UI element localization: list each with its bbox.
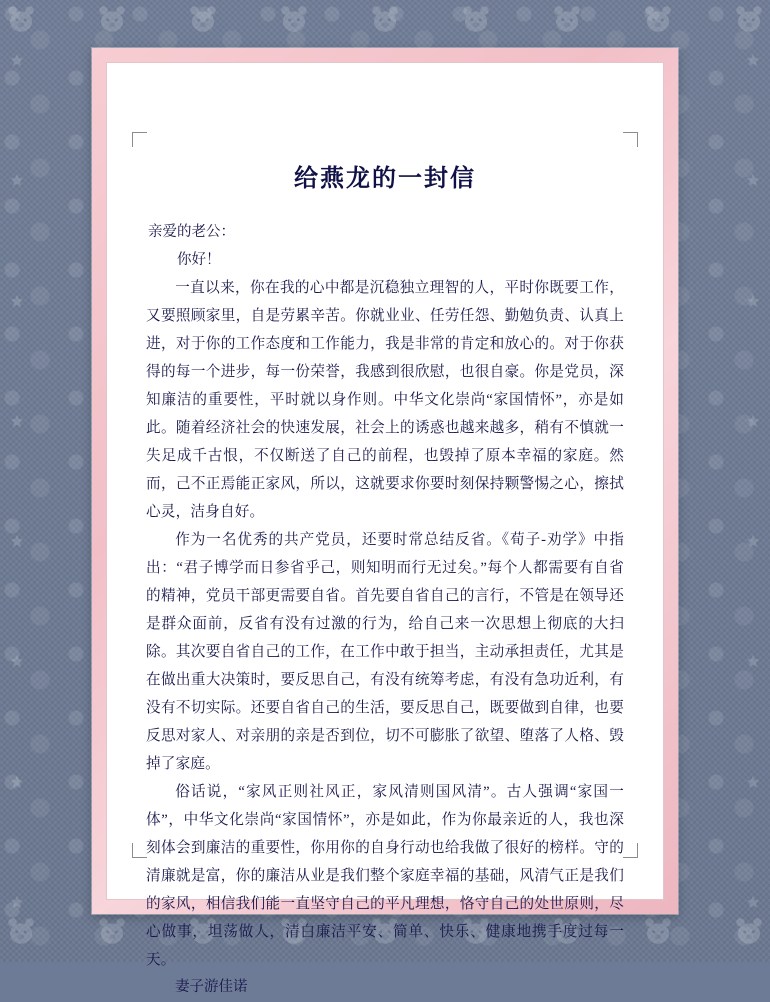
corner-mark-top-right bbox=[623, 132, 638, 147]
page-title: 给燕龙的一封信 bbox=[294, 166, 476, 192]
letter-page bbox=[106, 62, 664, 996]
corner-mark-bottom-left bbox=[132, 843, 147, 858]
corner-mark-bottom-right bbox=[623, 843, 638, 858]
letter-paragraph: 作为一名优秀的共产党员，还要时常总结反省。《荀子-劝学》中指出：“君子博学而日参省乎己，则知明而行无过矣。”每个人都需要有自省的精神，党员干部更需要自省。首先要自省自己的言行，不管是在领导还是群众面前，反省有没有过激的行为，给自己来一次思想上彻底的大扫除。其次要自省自己的工作，在工作中敢于担当，主动承担责任，尤其是在做出重大决策时，要反思自己，有没有统筹考虑，有没有急功近利，有没有不切实际。还要自省自己的生活，要反思自己，既要做到自律，也要反思对家人、对亲朋的亲是否到位，切不可膨胀了欲望、堕落了人格、毁掉了家庭。 bbox=[146, 532, 624, 773]
corner-mark-top-left bbox=[132, 132, 147, 147]
letter-salutation: 亲爱的老公： bbox=[148, 224, 235, 240]
letter-signature: 妻子游佳诺 bbox=[175, 979, 248, 996]
letter-frame bbox=[92, 48, 678, 996]
letter-paragraph: 一直以来，你在我的心中都是沉稳独立理智的人，平时你既要工作，又要照顾家里，自是劳累辛苦。你就业业、任劳任怨、勤勉负责、认真上进，对于你的工作态度和工作能力，我是非常的肯定和放心的。对于你获得的每一个进步，每一份荣誉，我感到很欣慰，也很自豪。你是党员，深知廉洁的重要性，平时就以身作则。中华文化崇尚“家国情怀”，亦是如此。随着经济社会的快速发展，社会上的诱惑也越来越多，稍有不慎就一失足成千古恨，不仅断送了自己的前程，也毁掉了原本幸福的家庭。然而，己不正焉能正家风，所以，这就要求你要时刻保持颗警惕之心，擦拭心灵，洁身自好。 bbox=[146, 280, 624, 521]
letter-body bbox=[146, 158, 624, 996]
letter-greeting: 你好！ bbox=[177, 251, 221, 268]
letter-paragraph: 俗话说，“家风正则社风正，家风清则国风清”。古人强调“家国一体”，中华文化崇尚“家国情怀”，亦是如此，作为你最亲近的人，我也深刻体会到廉洁的重要性，你用你的自身行动也给我做了很好的榜样。守的清廉就是富，你的廉洁从业是我们整个家庭幸福的基础，风清气正是我们的家风，相信我们能一直坚守自己的平凡理想，恪守自己的处世原则，尽心做事，坦荡做人，清白廉洁平安、简单、快乐、健康地携手度过每一天。 bbox=[146, 784, 624, 969]
